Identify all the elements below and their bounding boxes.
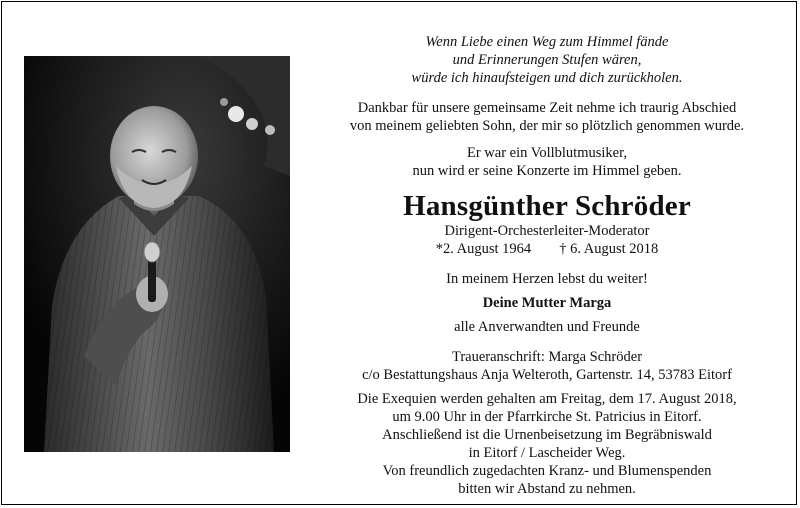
gratitude-line: von meinem geliebten Sohn, der mir so plötzlich genommen wurde. bbox=[349, 118, 745, 134]
mourning-address bbox=[318, 348, 776, 384]
address-line: c/o Bestattungshaus Anja Welteroth, Gartenstr. 14, 53783 Eitorf bbox=[362, 367, 732, 383]
musician-line: nun wird er seine Konzerte im Himmel geben. bbox=[412, 163, 682, 179]
musician-line: Er war ein Vollblutmusiker, bbox=[467, 145, 627, 161]
funeral-line: in Eitorf / Lascheider Weg. bbox=[468, 445, 626, 461]
stage-light-icon bbox=[228, 106, 244, 122]
poem-line: und Erinnerungen Stufen wären, bbox=[452, 52, 642, 68]
funeral-line: Von freundlich zugedachten Kranz- und Blumenspenden bbox=[382, 463, 712, 479]
funeral-line: Anschließend ist die Urnenbeisetzung im Begräbniswald bbox=[382, 427, 712, 443]
portrait-illustration bbox=[24, 56, 290, 452]
musician-paragraph bbox=[318, 144, 776, 180]
funeral-line: um 9.00 Uhr in der Pfarrkirche St. Patricius in Eitorf. bbox=[392, 409, 702, 425]
portrait-photo bbox=[24, 56, 290, 452]
funeral-line: bitten wir Abstand zu nehmen. bbox=[458, 481, 636, 497]
poem-line: Wenn Liebe einen Weg zum Himmel fände bbox=[425, 34, 669, 50]
poem-line: würde ich hinaufsteigen und dich zurückholen. bbox=[411, 70, 683, 86]
birth-date: *2. August 1964 bbox=[435, 241, 532, 257]
funeral-details bbox=[318, 390, 776, 498]
death-date: † 6. August 2018 bbox=[559, 241, 659, 257]
address-line: Traueranschrift: Marga Schröder bbox=[451, 349, 643, 365]
deceased-name: Hansgünther Schröder bbox=[403, 190, 691, 222]
gratitude-paragraph bbox=[318, 99, 776, 135]
mother-signature: Deine Mutter Marga bbox=[482, 295, 612, 311]
heart-line: In meinem Herzen lebst du weiter! bbox=[446, 271, 648, 287]
life-dates bbox=[318, 240, 776, 258]
obituary-text bbox=[318, 33, 776, 498]
deceased-profession: Dirigent-Orchesterleiter-Moderator bbox=[444, 223, 650, 239]
funeral-line: Die Exequien werden gehalten am Freitag, dem 17. August 2018, bbox=[357, 391, 737, 407]
gratitude-line: Dankbar für unsere gemeinsame Zeit nehme ich traurig Abschied bbox=[357, 100, 737, 116]
poem bbox=[318, 33, 776, 87]
relatives-line: alle Anverwandten und Freunde bbox=[454, 319, 640, 335]
